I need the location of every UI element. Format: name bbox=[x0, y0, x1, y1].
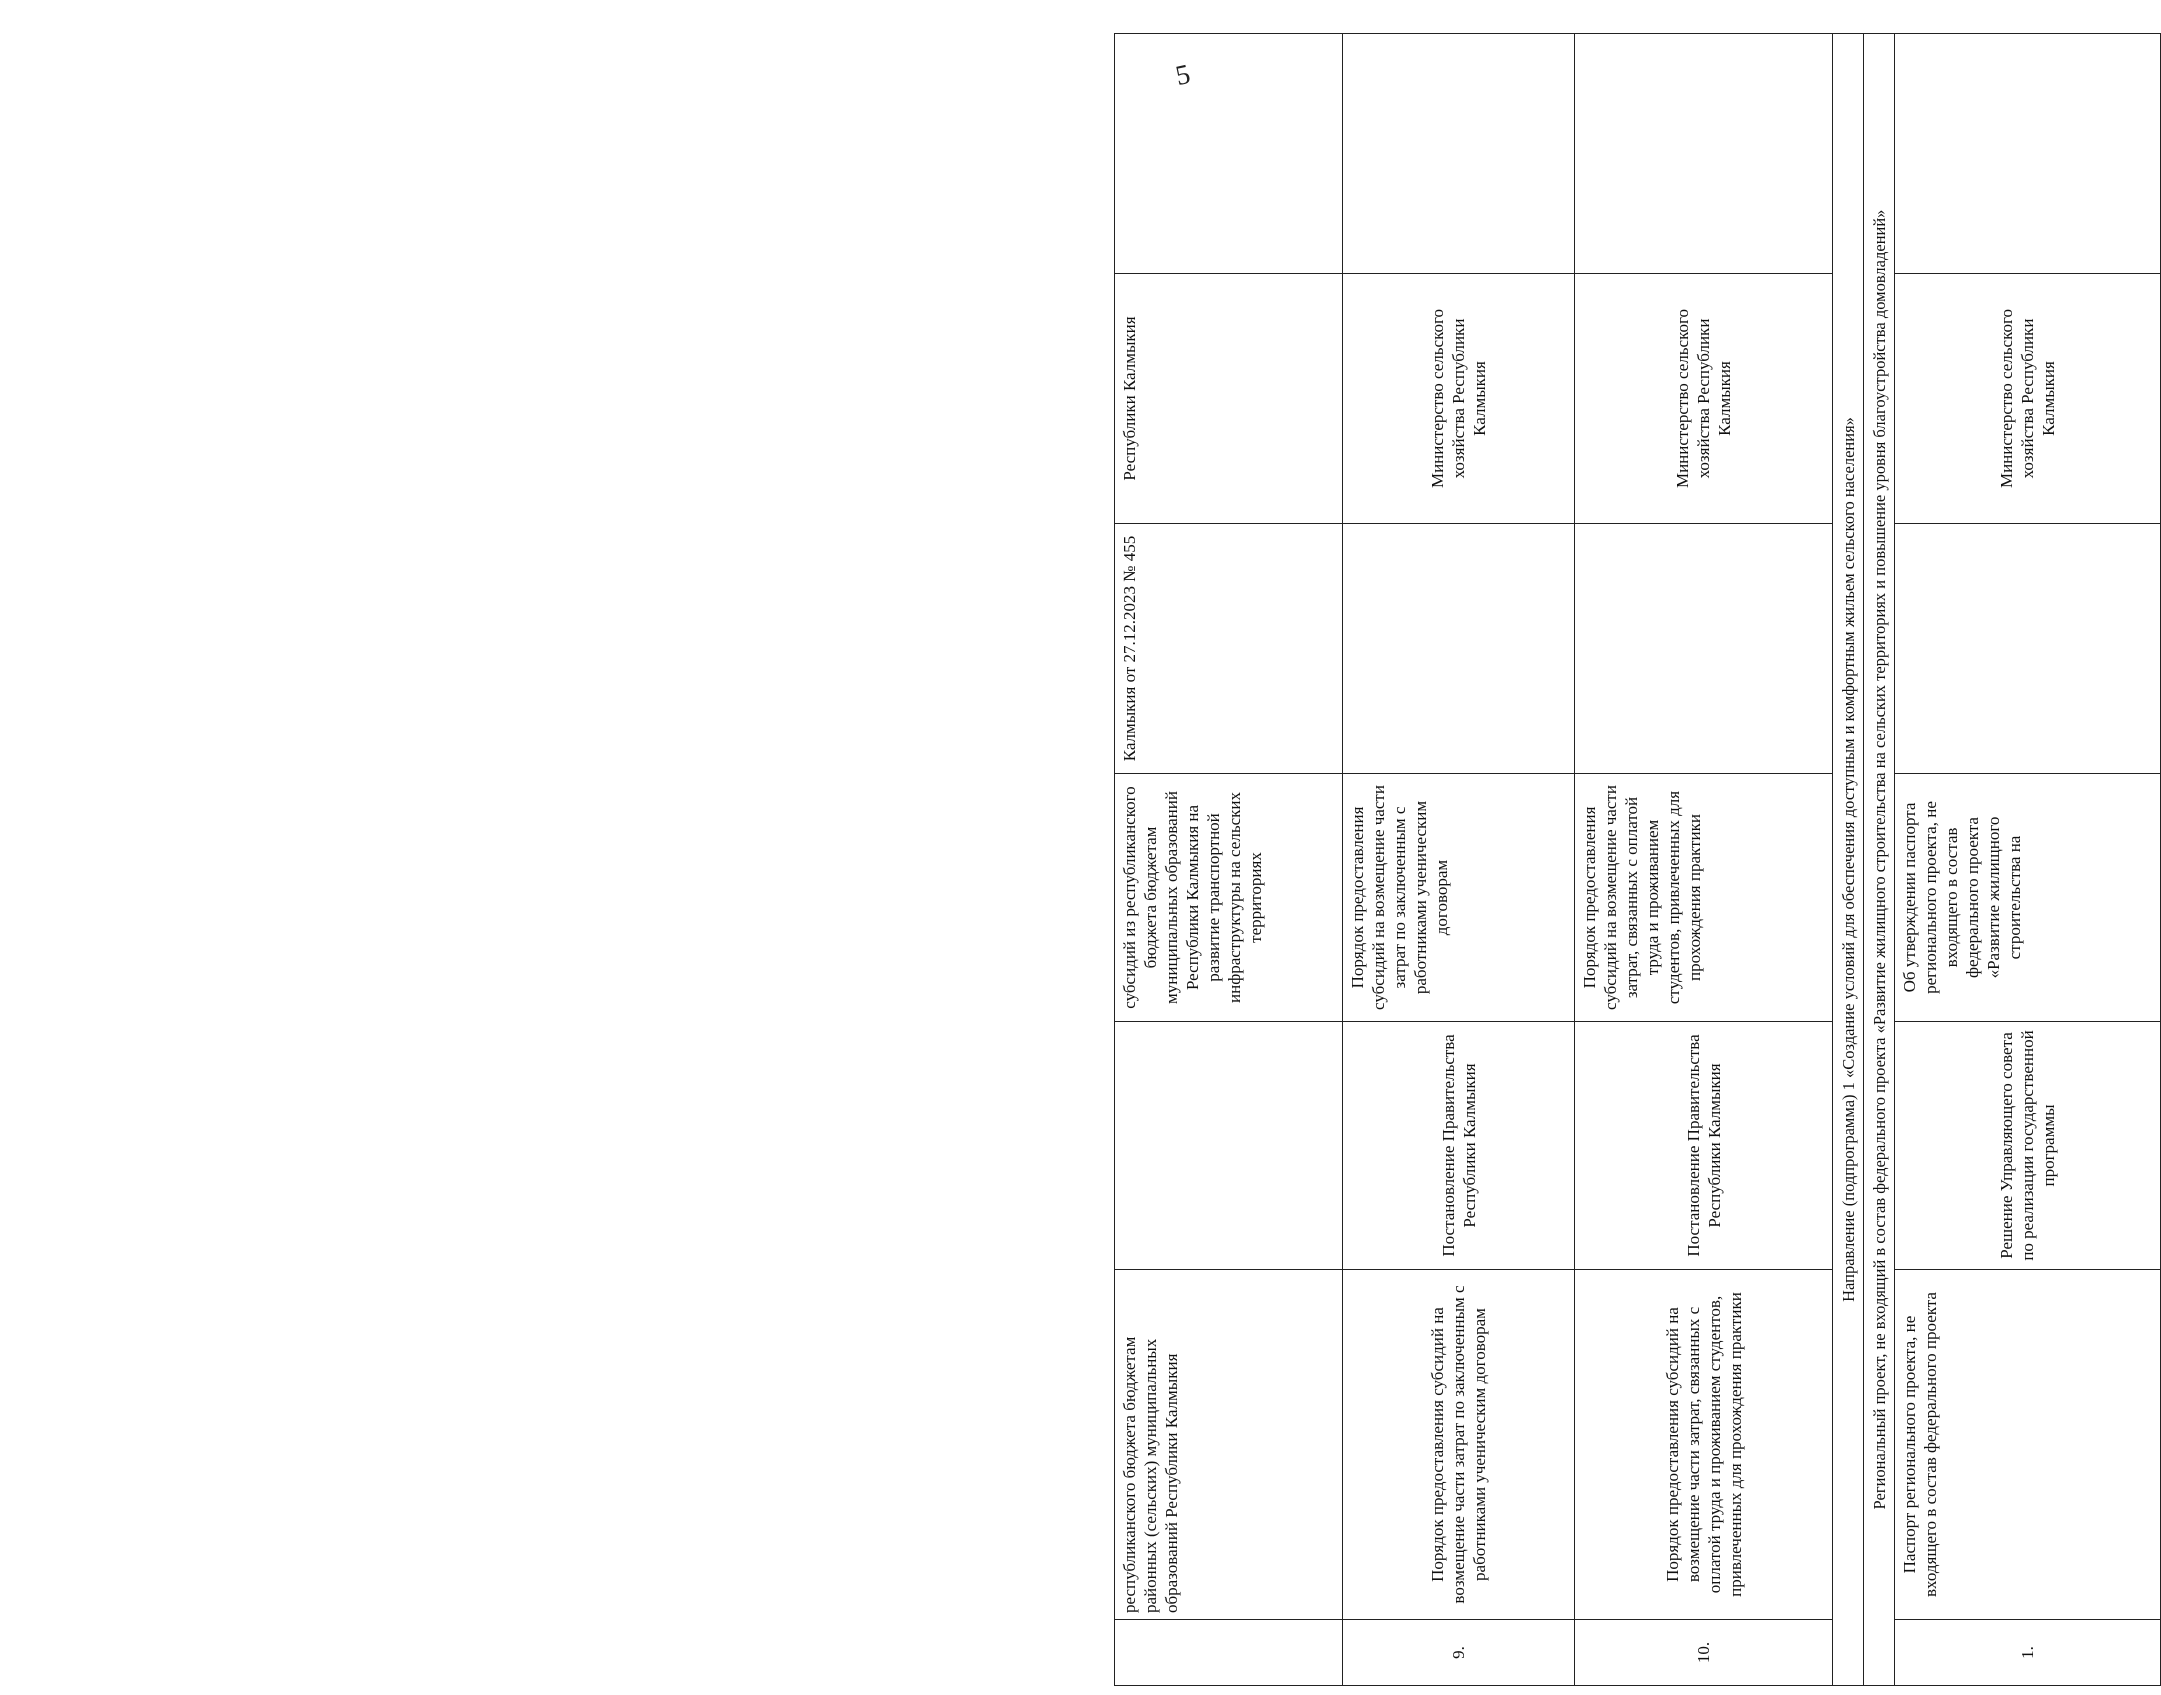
cell-date bbox=[1575, 524, 1833, 774]
cell-type bbox=[1115, 1022, 1343, 1270]
table-row bbox=[1343, 34, 1575, 1686]
cell-title: Порядок предоставления субсидий на возмещение части затрат по заключенным с работниками ученическим договорам bbox=[1343, 774, 1575, 1022]
cell-date: Калмыкия от 27.12.2023 № 455 bbox=[1115, 524, 1343, 774]
document-table bbox=[1114, 34, 2161, 1686]
cell-responsible: Республики Калмыкия bbox=[1115, 274, 1343, 524]
cell-num bbox=[1115, 1620, 1343, 1686]
cell-note bbox=[1115, 34, 1343, 274]
cell-name: Порядок предоставления субсидий на возмещение части затрат, связанных с оплатой труда и проживанием студентов, привлеченных для прохождения практики bbox=[1575, 1270, 1833, 1620]
cell-title: субсидий из республиканского бюджета бюджетам муниципальных образований Республики Калмыкия на развитие транспортной инфраструктуры на сельских территориях bbox=[1115, 774, 1343, 1022]
direction-header: Направление (подпрограмма) 1 «Создание условий для обеспечения доступным и комфортным жильем сельского населения» bbox=[1833, 34, 1864, 1686]
cell-note bbox=[1575, 34, 1833, 274]
cell-date bbox=[1343, 524, 1575, 774]
cell-responsible: Министерство сельского хозяйства Республики Калмыкия bbox=[1895, 274, 2161, 524]
table-row bbox=[1575, 34, 1833, 1686]
cell-note bbox=[1343, 34, 1575, 274]
page-number: 5 bbox=[1172, 58, 1193, 93]
project-header: Региональный проект, не входящий в состав федерального проекта «Развитие жилищного строительства на сельских территориях и повышение уровня благоустройства домовладений» bbox=[1864, 34, 1895, 1686]
cell-responsible: Министерство сельского хозяйства Республики Калмыкия bbox=[1343, 274, 1575, 524]
cell-note bbox=[1895, 34, 2161, 274]
cell-type: Решение Управляющего совета по реализации государственной программы bbox=[1895, 1022, 2161, 1270]
cell-name: республиканского бюджета бюджетам районных (сельских) муниципальных образований Республики Калмыкия bbox=[1115, 1270, 1343, 1620]
cell-title: Порядок предоставления субсидий на возмещение части затрат, связанных с оплатой труда и проживанием студентов, привлеченных для прохождения практики bbox=[1575, 774, 1833, 1022]
cell-num: 9. bbox=[1343, 1620, 1575, 1686]
cell-name: Порядок предоставления субсидий на возмещение части затрат по заключенным с работниками ученическим договорам bbox=[1343, 1270, 1575, 1620]
table-row bbox=[1864, 34, 1895, 1686]
cell-name: Паспорт регионального проекта, не входящего в состав федерального проекта bbox=[1895, 1270, 2161, 1620]
cell-type: Постановление Правительства Республики Калмыкия bbox=[1575, 1022, 1833, 1270]
cell-responsible: Министерство сельского хозяйства Республики Калмыкия bbox=[1575, 274, 1833, 524]
cell-type: Постановление Правительства Республики Калмыкия bbox=[1343, 1022, 1575, 1270]
cell-num: 10. bbox=[1575, 1620, 1833, 1686]
table-row bbox=[1833, 34, 1864, 1686]
table-row bbox=[1115, 34, 1343, 1686]
cell-date bbox=[1895, 524, 2161, 774]
cell-title: Об утверждении паспорта регионального проекта, не входящего в состав федерального проекта «Развитие жилищного строительства на bbox=[1895, 774, 2161, 1022]
table-row bbox=[1895, 34, 2161, 1686]
cell-num: 1. bbox=[1895, 1620, 2161, 1686]
